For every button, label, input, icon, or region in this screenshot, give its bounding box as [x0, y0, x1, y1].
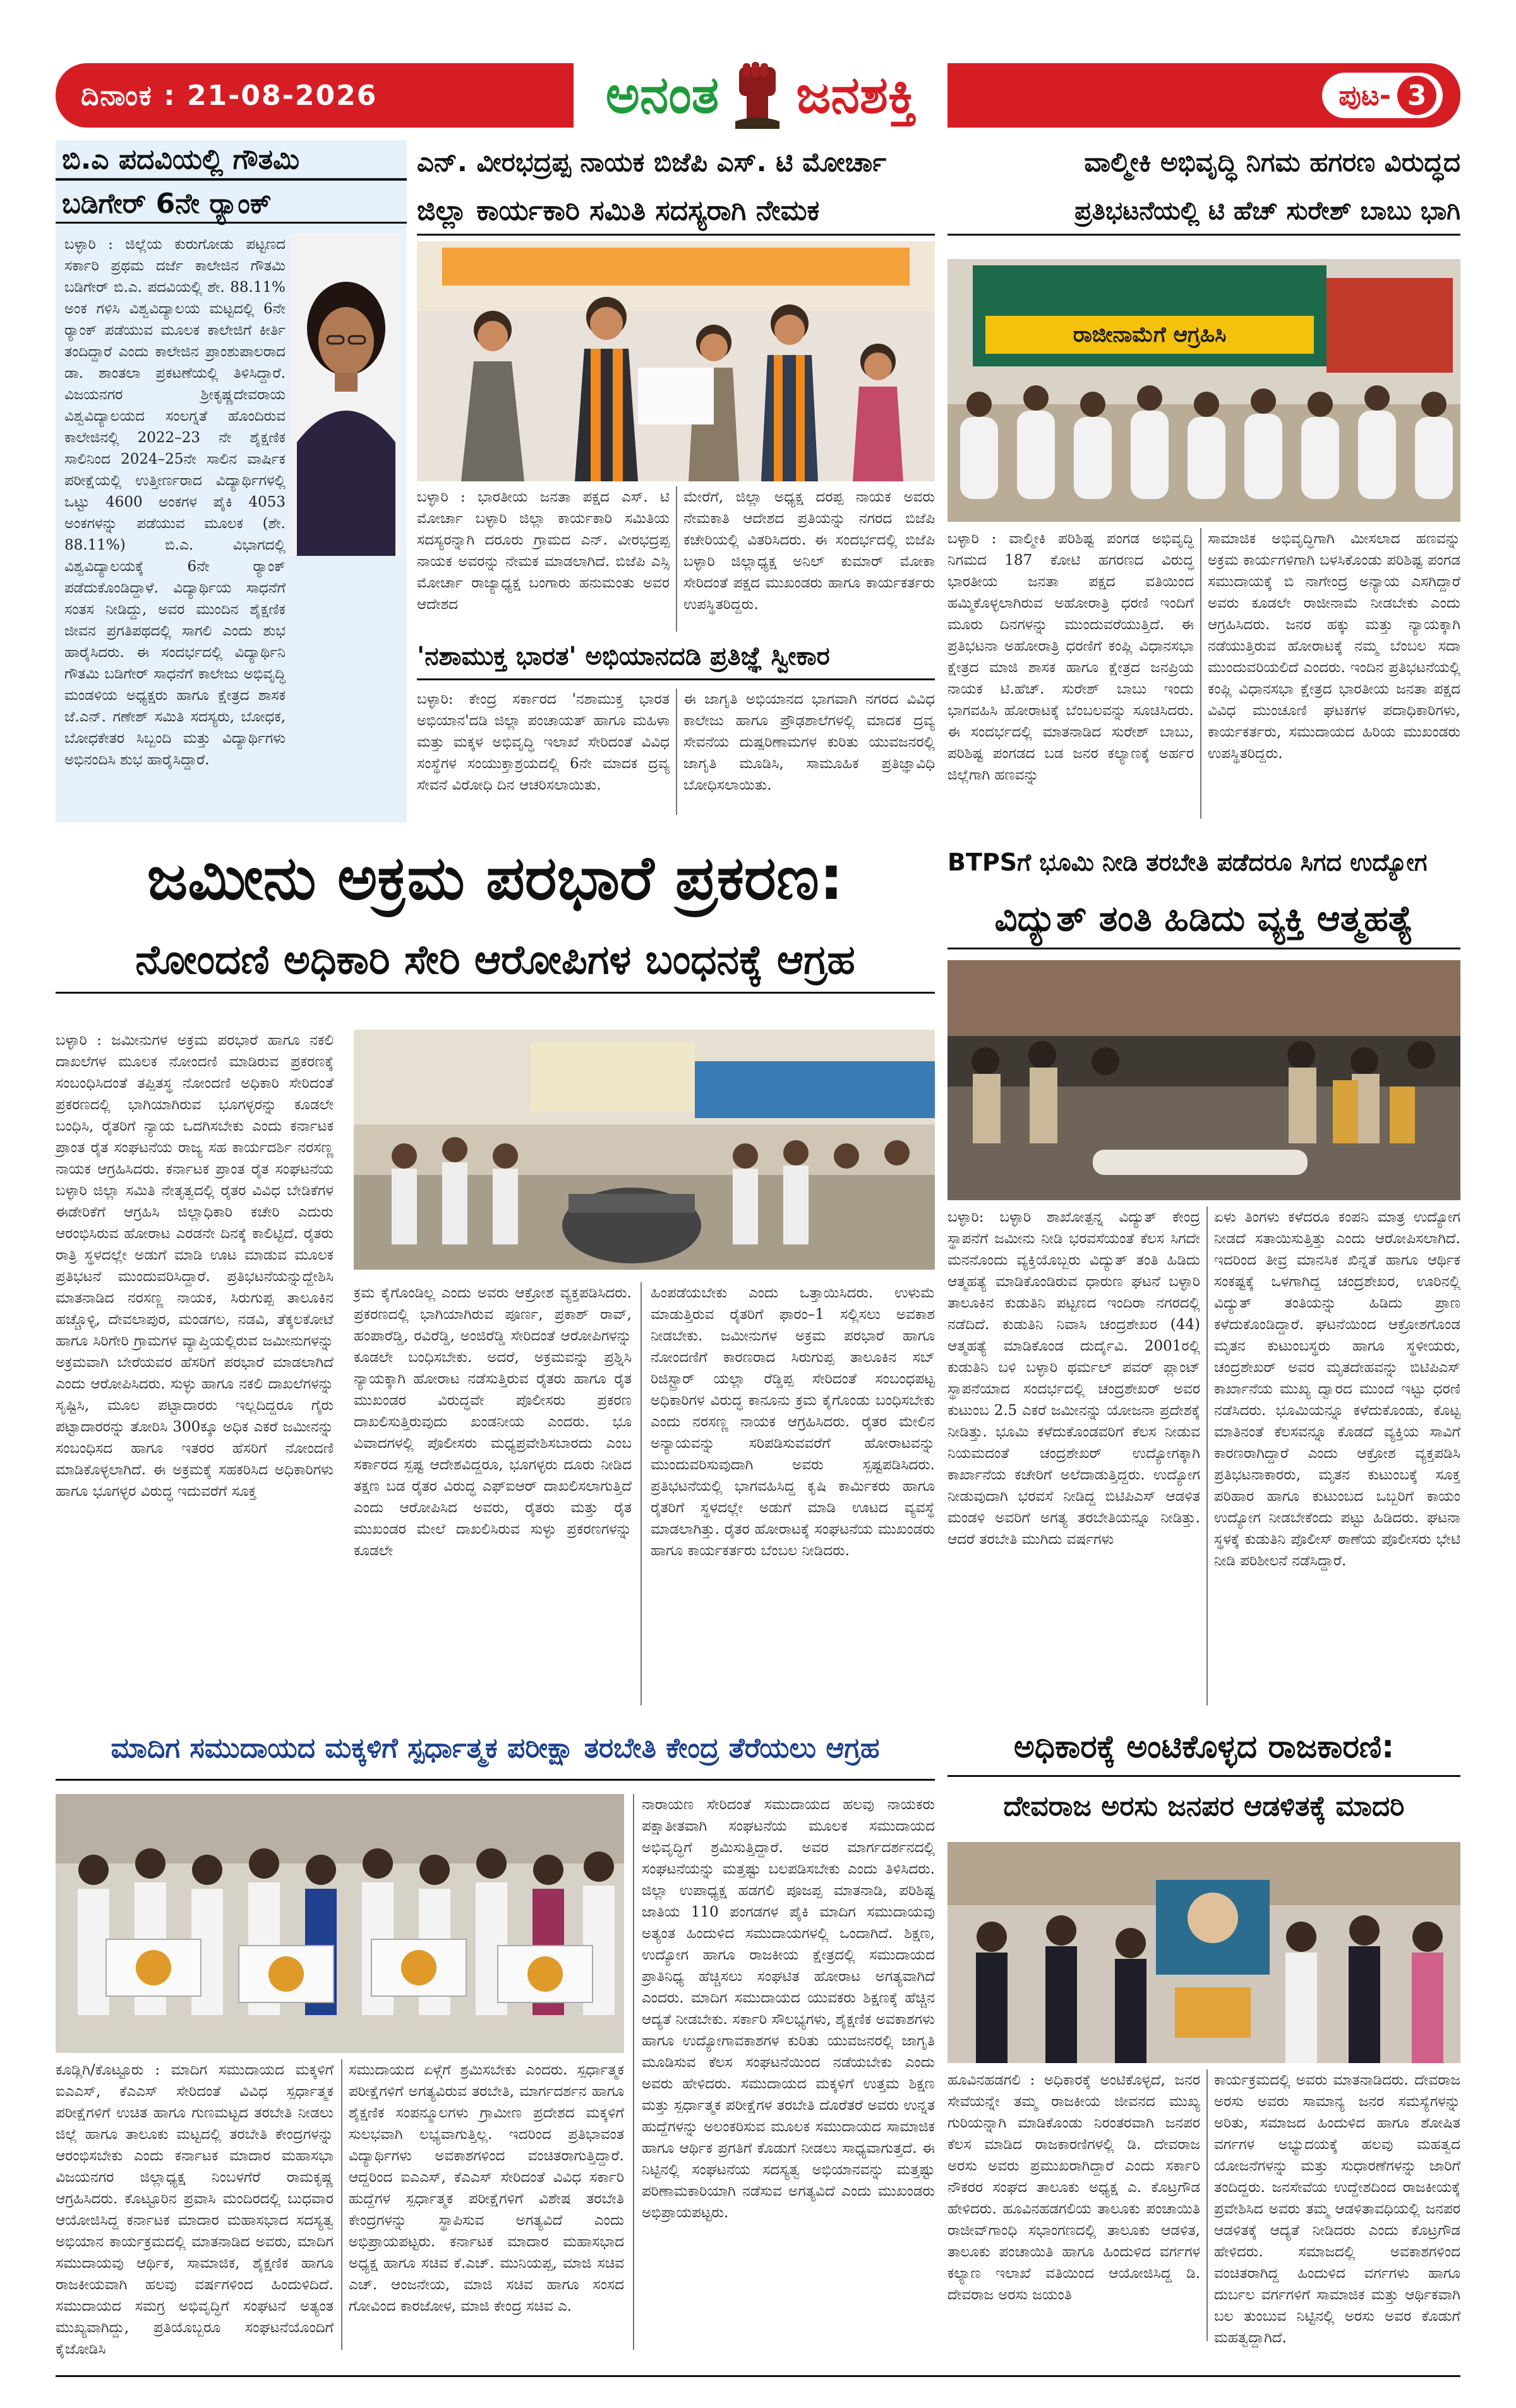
- column-divider: [1206, 1207, 1208, 1706]
- valmiki-headline-line2: ಪ್ರತಿಭಟನೆಯಲ್ಲಿ ಟಿ ಹೆಚ್ ಸುರೇಶ್ ಬಾಬು ಭಾಗಿ: [948, 188, 1460, 236]
- valmiki-headline-line1: ವಾಲ್ಮೀಕಿ ಅಭಿವೃದ್ಧಿ ನಿಗಮ ಹಗರಣ ವಿರುದ್ಧದ: [1084, 147, 1460, 178]
- btps-headline-line2: ವಿದ್ಯುತ್ ತಂತಿ ಹಿಡಿದು ವ್ಯಕ್ತಿ ಆತ್ಮಹತ್ಯೆ: [948, 891, 1460, 949]
- devaraj-headline-line1: ಅಧಿಕಾರಕ್ಕೆ ಅಂಟಿಕೊಳ್ಳದ ರಾಜಕಾರಣಿ:: [948, 1718, 1460, 1777]
- madiga-body-col1: ಕೂಡ್ಲಿಗಿ/ಕೊಟ್ಟೂರು : ಮಾದಿಗ ಸಮುದಾಯದ ಮಕ್ಕಳಿಗೆ ಐಎಎಸ್, ಕೆಎಎಸ್ ಸೇರಿದಂತೆ ವಿವಿಧ ಸ್ಪರ್ಧಾತ್ಮಕ ಪರೀಕ್ಷೆಗಳಿಗೆ ಉಚಿತ ಹಾಗೂ ಗುಣಮಟ್ಟದ ತರಬೇತಿ ನೀಡಲು ಜಿಲ್ಲೆ ಹಾಗೂ ತಾಲೂಕು ಮಟ್ಟದಲ್ಲಿ ತರಬೇತಿ ಕೇಂದ್ರಗಳನ್ನು ಆರಂಭಿಸಬೇಕು ಎಂದು ಕರ್ನಾಟಕ ಮಾದಾರ ಮಹಾಸಭಾ ವಿಜಯನಗರ ಜಿಲ್ಲಾಧ್ಯಕ್ಷ ನಿಂಬಳಗೆರೆ ರಾಮಕೃಷ್ಣ ಆಗ್ರಹಿಸಿದರು. ಕೊಟ್ಟೂರಿನ ಪ್ರವಾಸಿ ಮಂದಿರದಲ್ಲಿ ಬುಧವಾರ ಆಯೋಜಿಸಿದ್ದ ಕರ್ನಾಟಕ ಮಾದಾರ ಮಹಾಸಭಾದ ಸದಸ್ಯತ್ವ ಅಭಿಯಾನ ಕಾರ್ಯಕ್ರಮದಲ್ಲಿ ಮಾತನಾಡಿದ ಅವರು, ಮಾದಿಗ ಸಮುದಾಯವು ಆರ್ಥಿಕ, ಸಾಮಾಜಿಕ, ಶೈಕ್ಷಣಿಕ ಹಾಗೂ ರಾಜಕೀಯವಾಗಿ ಹಲವು ವರ್ಷಗಳಿಂದ ಹಿಂದುಳಿದಿದೆ. ಸಮುದಾಯದ ಸಮಗ್ರ ಅಭಿವೃದ್ಧಿಗೆ ಸಂಘಟನೆ ಅತ್ಯಂತ ಮುಖ್ಯವಾಗಿದ್ದು, ಪ್ರತಿಯೊಬ್ಬರೂ ಸಂಘಟನೆಯೊಂದಿಗೆ ಕೈಜೋಡಿಸಿ: [56, 2062, 334, 2357]
- land-protest-photo: [354, 1030, 935, 1270]
- protest-banner-text: ರಾಜೀನಾಮೆಗೆ ಆಗ್ರಹಿಸಿ: [985, 316, 1314, 354]
- masthead-page-bar: [948, 63, 1460, 128]
- btps-protest-photo: [948, 960, 1460, 1200]
- masthead-date-bar: [56, 63, 574, 128]
- madiga-body-col2: ಸಮುದಾಯದ ಏಳ್ಗೆಗೆ ಶ್ರಮಿಸಬೇಕು ಎಂದರು. ಸ್ಪರ್ಧಾತ್ಮಕ ಪರೀಕ್ಷೆಗಳಿಗೆ ಅಗತ್ಯವಿರುವ ತರಬೇತಿ, ಮಾರ್ಗದರ್ಶನ ಹಾಗೂ ಶೈಕ್ಷಣಿಕ ಸಂಪನ್ಮೂಲಗಳು ಗ್ರಾಮೀಣ ಪ್ರದೇಶದ ಮಕ್ಕಳಿಗೆ ಸುಲಭವಾಗಿ ಲಭ್ಯವಾಗುತ್ತಿಲ್ಲ. ಇದರಿಂದ ಪ್ರತಿಭಾವಂತ ವಿದ್ಯಾರ್ಥಿಗಳು ಅವಕಾಶಗಳಿಂದ ವಂಚಿತರಾಗುತ್ತಿದ್ದಾರೆ. ಆದ್ದರಿಂದ ಐಎಎಸ್, ಕೆಎಎಸ್ ಸೇರಿದಂತೆ ವಿವಿಧ ಸರ್ಕಾರಿ ಹುದ್ದೆಗಳ ಸ್ಪರ್ಧಾತ್ಮಕ ಪರೀಕ್ಷೆಗಳಿಗೆ ವಿಶೇಷ ತರಬೇತಿ ಕೇಂದ್ರಗಳನ್ನು ಸ್ಥಾಪಿಸುವ ಅಗತ್ಯವಿದೆ ಎಂದು ಅಭಿಪ್ರಾಯಪಟ್ಟರು. ಕರ್ನಾಟಕ ಮಾದಾರ ಮಹಾಸಭಾದ ಅಧ್ಯಕ್ಷ ಹಾಗೂ ಸಚಿವ ಕೆ.ಎಚ್. ಮುನಿಯಪ್ಪ, ಮಾಜಿ ಸಚಿವ ಎಚ್. ಆಂಜನೇಯ, ಮಾಜಿ ಸಚಿವ ಹಾಗೂ ಸಂಸದ ಗೋವಿಂದ ಕಾರಜೋಳ, ಮಾಜಿ ಕೇಂದ್ರ ಸಚಿವ ಎ.: [349, 2062, 624, 2315]
- appointment-photo: [417, 241, 935, 481]
- devaraj-headline-line2: ದೇವರಾಜ ಅರಸು ಜನಪರ ಆಡಳಿತಕ್ಕೆ ಮಾದರಿ: [1003, 1790, 1405, 1822]
- btps-body-left: ಬಳ್ಳಾರಿ: ಬಳ್ಳಾರಿ ಶಾಖೋತ್ಪನ್ನ ವಿದ್ಯುತ್ ಕೇಂದ್ರ ಸ್ಥಾಪನೆಗೆ ಜಮೀನು ನೀಡಿ ಭರವಸೆಯಂತೆ ಕೆಲಸ ಸಿಗದೇ ಮನನೊಂದು ವ್ಯಕ್ತಿಯೊಬ್ಬರು ವಿದ್ಯುತ್ ತಂತಿ ಹಿಡಿದು ಆತ್ಮಹತ್ಯೆ ಮಾಡಿಕೊಂಡಿರುವ ಧಾರುಣ ಘಟನೆ ಬಳ್ಳಾರಿ ತಾಲೂಕಿನ ಕುಡುತಿನಿ ಪಟ್ಟಣದ ಇಂದಿರಾ ನಗರದಲ್ಲಿ ನಡೆದಿದೆ. ಕುಡುತಿನಿ ನಿವಾಸಿ ಚಂದ್ರಶೇಖರ (44) ಆತ್ಮಹತ್ಯೆ ಮಾಡಿಕೊಂಡ ದುರ್ದೈವಿ. 2001ರಲ್ಲಿ ಕುಡುತಿನಿ ಬಳಿ ಬಳ್ಳಾರಿ ಥರ್ಮಲ್ ಪವರ್ ಪ್ಲಾಂಟ್ ಸ್ಥಾಪನೆಯಾದ ಸಂದರ್ಭದಲ್ಲಿ ಚಂದ್ರಶೇಖರ್ ಅವರ ಕುಟುಂಬ 2.5 ಎಕರೆ ಜಮೀನನ್ನು ಯೋಜನಾ ಪ್ರದೇಶಕ್ಕೆ ನೀಡಿತ್ತು. ಭೂಮಿ ಕಳೆದುಕೊಂಡವರಿಗೆ ಕೆಲಸ ನೀಡುವ ನಿಯಮದಂತೆ ಚಂದ್ರಶೇಖರ್ ಉದ್ಯೋಗಕ್ಕಾಗಿ ಕಾರ್ಖಾನೆಯ ಕಚೇರಿಗೆ ಅಲೆದಾಡುತ್ತಿದ್ದರು. ಉದ್ಯೋಗ ನೀಡುವುದಾಗಿ ಭರವಸೆ ನೀಡಿದ್ದ ಬಿಟಿಪಿಎಸ್ ಆಡಳಿತ ಮಂಡಳಿ ಅವರಿಗೆ ಅಗತ್ಯ ತರಬೇತಿಯನ್ನೂ ನೀಡಿತ್ತು. ಆದರೆ ತರಬೇತಿ ಮುಗಿದು ವರ್ಷಗಳು: [948, 1209, 1200, 1548]
- rank-body-text: ಬಳ್ಳಾರಿ : ಜಿಲ್ಲೆಯ ಕುರುಗೋಡು ಪಟ್ಟಣದ ಸರ್ಕಾರಿ ಪ್ರಥಮ ದರ್ಜೆ ಕಾಲೇಜಿನ ಗೌತಮಿ ಬಡಿಗೇರ್ ಬಿ.ಎ. ಪದವಿಯಲ್ಲಿ ಶೇ. 88.11% ಅಂಕ ಗಳಿಸಿ ವಿಶ್ವವಿದ್ಯಾಲಯ ಮಟ್ಟದಲ್ಲಿ 6ನೇ ರ‍್ಯಾಂಕ್ ಪಡೆಯುವ ಮೂಲಕ ಕಾಲೇಜಿಗೆ ಕೀರ್ತಿ ತಂದಿದ್ದಾರೆ ಎಂದು ಕಾಲೇಜಿನ ಪ್ರಾಂಶುಪಾಲರಾದ ಡಾ. ಶಾಂತಲಾ ಪ್ರಕಟಣೆಯಲ್ಲಿ ತಿಳಿಸಿದ್ದಾರೆ. ವಿಜಯನಗರ ಶ್ರೀಕೃಷ್ಣದೇವರಾಯ ವಿಶ್ವವಿದ್ಯಾಲಯದ ಸಂಲಗ್ನತೆ ಹೊಂದಿರುವ ಕಾಲೇಜಿನಲ್ಲಿ 2022–23 ನೇ ಶೈಕ್ಷಣಿಕ ಸಾಲಿನಿಂದ 2024–25ನೇ ಸಾಲಿನ ವಾರ್ಷಿಕ ಪರೀಕ್ಷೆಯಲ್ಲಿ ಉತ್ತೀರ್ಣರಾದ ವಿದ್ಯಾರ್ಥಿಗಳಲ್ಲಿ ಒಟ್ಟು 4600 ಅಂಕಗಳ ಪೈಕಿ 4053 ಅಂಕಗಳನ್ನು ಪಡೆಯುವ ಮೂಲಕ (ಶೇ. 88.11%) ಬಿ.ಎ. ವಿಭಾಗದಲ್ಲಿ ವಿಶ್ವವಿದ್ಯಾಲಯಕ್ಕೆ 6ನೇ ರ‍್ಯಾಂಕ್ ಪಡೆದುಕೊಂಡಿದ್ದಾಳೆ. ವಿದ್ಯಾರ್ಥಿಯ ಸಾಧನೆಗೆ ಸಂತಸ ನೀಡಿದ್ದು, ಅವರ ಮುಂದಿನ ಶೈಕ್ಷಣಿಕ ಜೀವನ ಪ್ರಗತಿಪಥದಲ್ಲಿ ಸಾಗಲಿ ಎಂದು ಶುಭ ಹಾರೈಸಿದರು. ಈ ಸಂದರ್ಭದಲ್ಲಿ ವಿದ್ಯಾರ್ಥಿನಿ ಗೌತಮಿ ಬಡಿಗೇರ್ ಸಾಧನೆಗೆ ಕಾಲೇಜು ಅಭಿವೃದ್ಧಿ ಮಂಡಳಿಯ ಅಧ್ಯಕ್ಷರು ಹಾಗೂ ಕ್ಷೇತ್ರದ ಶಾಸಕ ಜೆ.ಎನ್. ಗಣೇಶ್ ಸಮಿತಿ ಸದಸ್ಯರು, ಬೋಧಕ, ಬೋಧಕೇತರ ಸಿಬ್ಬಂದಿ ಮತ್ತು ವಿದ್ಯಾರ್ಥಿಗಳು ಅಭಿನಂದಿಸಿ ಶುಭ ಹಾರೈಸಿದ್ದಾರೆ.: [64, 236, 286, 768]
- devaraj-event-photo: [948, 1842, 1460, 2063]
- student-portrait-photo: [291, 234, 402, 556]
- rank-headline-line2: ಬಡಿಗೇರ್ 6ನೇ ರ‍್ಯಾಂಕ್: [56, 184, 407, 224]
- column-divider: [1206, 2069, 1208, 2341]
- valmiki-body-left: ಬಳ್ಳಾರಿ : ವಾಲ್ಮೀಕಿ ಪರಿಶಿಷ್ಟ ಪಂಗಡ ಅಭಿವೃದ್ಧಿ ನಿಗಮದ 187 ಕೋಟಿ ಹಗರಣದ ವಿರುದ್ಧ ಭಾರತೀಯ ಜನತಾ ಪಕ್ಷದ ವತಿಯಿಂದ ಹಮ್ಮಿಕೊಳ್ಳಲಾಗಿರುವ ಅಹೋರಾತ್ರಿ ಧರಣಿ ಇಂದಿಗೆ ಮೂರು ದಿನಗಳನ್ನು ಮುಂದುವರೆಯುತ್ತಿದೆ. ಈ ಪ್ರತಿಭಟನಾ ಅಹೋರಾತ್ರಿ ಧರಣಿಗೆ ಕಂಪ್ಲಿ ವಿಧಾನಸಭಾ ಕ್ಷೇತ್ರದ ಮಾಜಿ ಶಾಸಕ ಹಾಗೂ ಕ್ಷೇತ್ರದ ಜನಪ್ರಿಯ ನಾಯಕ ಟಿ.ಹೆಚ್. ಸುರೇಶ್ ಬಾಬು ಇಂದು ಭಾಗವಹಿಸಿ ಹೋರಾಟಕ್ಕೆ ಬೆಂಬಲವನ್ನು ಸೂಚಿಸಿದರು. ಈ ಸಂದರ್ಭದಲ್ಲಿ ಮಾತನಾಡಿದ ಸುರೇಶ್ ಬಾಬು, ಪರಿಶಿಷ್ಟ ಪಂಗಡದ ಬಡ ಜನರ ಕಲ್ಯಾಣಕ್ಕೆ ಅರ್ಹರ ಜಿಲ್ಲೆಗಾಗಿ ಹಣವನ್ನು: [948, 531, 1194, 783]
- land-headline-main: ಜಮೀನು ಅಕ್ರಮ ಪರಭಾರೆ ಪ್ರಕರಣ:: [147, 843, 844, 913]
- column-divider: [676, 486, 677, 632]
- column-divider: [341, 2059, 342, 2350]
- rank-article: [56, 140, 407, 822]
- newspaper-logo: [575, 56, 948, 135]
- logo-right-word: ಜನಶಕ್ತಿ: [796, 65, 917, 125]
- valmiki-protest-photo: [948, 259, 1460, 522]
- madiga-group-photo: [56, 1794, 624, 2053]
- land-headline-sub: ನೋಂದಣಿ ಅಧಿಕಾರಿ ಸೇರಿ ಆರೋಪಿಗಳ ಬಂಧನಕ್ಕೆ ಆಗ್ರಹ: [56, 929, 935, 994]
- page-bottom-rule: [56, 2375, 1460, 2377]
- rank-headline-line1: ಬಿ.ಎ ಪದವಿಯಲ್ಲಿ ಗೌತಮಿ: [56, 140, 407, 181]
- devaraj-body-right: ಕಾರ್ಯಕ್ರಮದಲ್ಲಿ ಅವರು ಮಾತನಾಡಿದರು. ದೇವರಾಜ ಅರಸು ಅವರು ಸಾಮಾನ್ಯ ಜನರ ಸಮಸ್ಯೆಗಳನ್ನು ಅರಿತು, ಸಮಾಜದ ಹಿಂದುಳಿದ ಹಾಗೂ ಶೋಷಿತ ವರ್ಗಗಳ ಅಭ್ಯುದಯಕ್ಕೆ ಹಲವು ಮಹತ್ವದ ಯೋಜನೆಗಳನ್ನು ಮತ್ತು ಸುಧಾರಣೆಗಳನ್ನು ಜಾರಿಗೆ ತಂದಿದ್ದರು. ಜನಸೇವೆಯ ಉದ್ದೇಶದಿಂದ ರಾಜಕೀಯಕ್ಕೆ ಪ್ರವೇಶಿಸಿದ ಅವರು ತಮ್ಮ ಆಡಳಿತಾವಧಿಯಲ್ಲಿ ಜನಪರ ಆಡಳಿತಕ್ಕೆ ಆದ್ಯತೆ ನೀಡಿದರು ಎಂದು ಕೊಟ್ರಗೌಡ ಹೇಳಿದರು. ಸಮಾಜದಲ್ಲಿ ಅವಕಾಶಗಳಿಂದ ವಂಚಿತರಾಗಿದ್ದ ಹಿಂದುಳಿದ ವರ್ಗಗಳು ಹಾಗೂ ದುರ್ಬಲ ವರ್ಗಗಳಿಗೆ ಸಾಮಾಜಿಕ ಮತ್ತು ಆರ್ಥಿಕವಾಗಿ ಬಲ ತುಂಬುವ ನಿಟ್ಟಿನಲ್ಲಿ ಅರಸು ಅವರ ಕೊಡುಗೆ ಮಹತ್ವದ್ದಾಗಿದೆ.: [1214, 2072, 1460, 2346]
- logo-left-word: ಅನಂತ: [605, 65, 719, 125]
- appointment-headline-line1: ಎನ್. ವೀರಭದ್ರಪ್ಪ ನಾಯಕ ಬಿಜೆಪಿ ಎಸ್. ಟಿ ಮೋರ್ಚಾ: [417, 147, 887, 178]
- drugfree-body-left: ಬಳ್ಳಾರಿ: ಕೇಂದ್ರ ಸರ್ಕಾರದ 'ನಶಾಮುಕ್ತ ಭಾರತ ಅಭಿಯಾನ'ದಡಿ ಜಿಲ್ಲಾ ಪಂಚಾಯತ್ ಹಾಗೂ ಮಹಿಳಾ ಮತ್ತು ಮಕ್ಕಳ ಅಭಿವೃದ್ಧಿ ಇಲಾಖೆ ಸೇರಿದಂತೆ ವಿವಿಧ ಸಂಸ್ಥೆಗಳ ಸಂಯುಕ್ತಾಶ್ರಯದಲ್ಲಿ 6ನೇ ಮಾದಕ ದ್ರವ್ಯ ಸೇವನೆ ವಿರೋಧಿ ದಿನ ಆಚರಿಸಲಾಯಿತು.: [417, 691, 670, 793]
- column-divider: [1200, 528, 1201, 819]
- raised-fist-icon: [730, 61, 785, 130]
- appointment-headline-line2: ಜಿಲ್ಲಾ ಕಾರ್ಯಕಾರಿ ಸಮಿತಿ ಸದಸ್ಯರಾಗಿ ನೇಮಕ: [417, 188, 935, 236]
- appointment-body-left: ಬಳ್ಳಾರಿ : ಭಾರತೀಯ ಜನತಾ ಪಕ್ಷದ ಎಸ್. ಟಿ ಮೋರ್ಚಾ ಬಳ್ಳಾರಿ ಜಿಲ್ಲಾ ಕಾರ್ಯಕಾರಿ ಸಮಿತಿಯ ಸದಸ್ಯರನ್ನಾಗಿ ದರೂರು ಗ್ರಾಮದ ಎನ್. ವೀರಭದ್ರಪ್ಪ ನಾಯಕ ಅವರನ್ನು ನೇಮಕ ಮಾಡಲಾಗಿದೆ. ಬಿಜೆಪಿ ಎಸ್ಸಿ ಮೋರ್ಚಾ ರಾಜ್ಯಾಧ್ಯಕ್ಷ ಬಂಗಾರು ಹನುಮಂತು ಅವರ ಆದೇಶದ: [417, 489, 670, 613]
- land-body-col1: ಬಳ್ಳಾರಿ : ಜಮೀನುಗಳ ಅಕ್ರಮ ಪರಭಾರೆ ಹಾಗೂ ನಕಲಿ ದಾಖಲೆಗಳ ಮೂಲಕ ನೋಂದಣಿ ಮಾಡಿರುವ ಪ್ರಕರಣಕ್ಕೆ ಸಂಬಂಧಿಸಿದಂತೆ ತಪ್ಪಿತಸ್ಥ ನೋಂದಣಿ ಅಧಿಕಾರಿ ಸೇರಿದಂತೆ ಪ್ರಕರಣದಲ್ಲಿ ಭಾಗಿಯಾಗಿರುವ ಭೂಗಳ್ಳರನ್ನು ಕೂಡಲೇ ಬಂಧಿಸಿ, ರೈತರಿಗೆ ನ್ಯಾಯ ಒದಗಿಸಬೇಕು ಎಂದು ಕರ್ನಾಟಕ ಪ್ರಾಂತ ರೈತ ಸಂಘಟನೆಯ ರಾಜ್ಯ ಸಹ ಕಾರ್ಯದರ್ಶಿ ನರಸಣ್ಣ ನಾಯಕ ಆಗ್ರಹಿಸಿದರು. ಕರ್ನಾಟಕ ಪ್ರಾಂತ ರೈತ ಸಂಘಟನೆಯ ಬಳ್ಳಾರಿ ಜಿಲ್ಲಾ ಸಮಿತಿ ನೇತೃತ್ವದಲ್ಲಿ ರೈತರ ವಿವಿಧ ಬೇಡಿಕೆಗಳ ಈಡೇರಿಕೆಗೆ ಆಗ್ರಹಿಸಿ ಜಿಲ್ಲಾಧಿಕಾರಿ ಕಚೇರಿ ಎದುರು ಆರಂಭಿಸಿರುವ ಹೋರಾಟ ಎರಡನೇ ದಿನಕ್ಕೆ ಕಾಲಿಟ್ಟಿದೆ. ರೈತರು ರಾತ್ರಿ ಸ್ಥಳದಲ್ಲೇ ಅಡುಗೆ ಮಾಡಿ ಊಟ ಮಾಡುವ ಮೂಲಕ ಪ್ರತಿಭಟನೆ ಮುಂದುವರಿಸಿದ್ದಾರೆ. ಪ್ರತಿಭಟನೆಯನ್ನುದ್ದೇಶಿಸಿ ಮಾತನಾಡಿದ ನರಸಣ್ಣ ನಾಯಕ, ಸಿರುಗುಪ್ಪ ತಾಲೂಕಿನ ಹಚ್ಚೊಳ್ಳಿ, ದೇವಲಾಪುರ, ಮಂಡಗಲ, ನಡವಿ, ತೆಕ್ಕಲಕೋಟೆ ಹಾಗೂ ಸಿರಿಗೇರಿ ಗ್ರಾಮಗಳ ವ್ಯಾಪ್ತಿಯಲ್ಲಿರುವ ಜಮೀನುಗಳನ್ನು ಅಕ್ರಮವಾಗಿ ಬೇರೆಯವರ ಹೆಸರಿಗೆ ಪರಭಾರೆ ಮಾಡಲಾಗಿದೆ ಎಂದು ಆರೋಪಿಸಿದರು. ಸುಳ್ಳು ಹಾಗೂ ನಕಲಿ ದಾಖಲೆಗಳನ್ನು ಸೃಷ್ಟಿಸಿ, ಮೂಲ ಪಟ್ಟಾದಾರರು ಇಲ್ಲದಿದ್ದರೂ ಗೈರು ಪಟ್ಟಾದಾರರನ್ನು ತೋರಿಸಿ 300ಕ್ಕೂ ಅಧಿಕ ಎಕರೆ ಜಮೀನನ್ನು ಸಂಬಂಧಿಸದ ಹಾಗೂ ಇತರರ ಹೆಸರಿಗೆ ನೋಂದಣಿ ಮಾಡಿಕೊಳ್ಳಲಾಗಿದೆ. ಈ ಅಕ್ರಮಕ್ಕೆ ಸಹಕರಿಸಿದ ಅಧಿಕಾರಿಗಳು ಹಾಗೂ ಭೂಗಳ್ಳರ ವಿರುದ್ಧ ಇದುವರೆಗೆ ಸೂಕ್ತ: [56, 1032, 334, 1500]
- page-badge: [1322, 73, 1443, 118]
- column-divider: [641, 1282, 642, 1706]
- devaraj-body-left: ಹೂವಿನಹಡಗಲಿ : ಅಧಿಕಾರಕ್ಕೆ ಅಂಟಿಕೊಳ್ಳದೆ, ಜನರ ಸೇವೆಯನ್ನೇ ತಮ್ಮ ರಾಜಕೀಯ ಜೀವನದ ಮುಖ್ಯ ಗುರಿಯನ್ನಾಗಿ ಮಾಡಿಕೊಂಡು ನಿರಂತರವಾಗಿ ಜನಪರ ಕೆಲಸ ಮಾಡಿದ ರಾಜಕಾರಣಿಗಳಲ್ಲಿ ಡಿ. ದೇವರಾಜ ಅರಸು ಅವರು ಪ್ರಮುಖರಾಗಿದ್ದಾರೆ ಎಂದು ಸರ್ಕಾರಿ ನೌಕರರ ಸಂಘದ ತಾಲೂಕು ಅಧ್ಯಕ್ಷ ಎ. ಕೊಟ್ರಗೌಡ ಹೇಳಿದರು. ಹೂವಿನಹಡಗಲಿಯ ತಾಲೂಕು ಪಂಚಾಯಿತಿ ರಾಜೀವ್‌ಗಾಂಧಿ ಸಭಾಂಗಣದಲ್ಲಿ ತಾಲೂಕು ಆಡಳಿತ, ತಾಲೂಕು ಪಂಚಾಯಿತಿ ಹಾಗೂ ಹಿಂದುಳಿದ ವರ್ಗಗಳ ಕಲ್ಯಾಣ ಇಲಾಖೆ ವತಿಯಿಂದ ಆಯೋಜಿಸಿದ್ದ ಡಿ. ದೇವರಾಜ ಅರಸು ಜಯಂತಿ: [948, 2072, 1200, 2303]
- page-label: ಪುಟ-: [1339, 79, 1391, 112]
- date-label: ದಿನಾಂಕ : 21-08-2026: [81, 79, 378, 112]
- madiga-body-col3: ನಾರಾಯಣ ಸೇರಿದಂತೆ ಸಮುದಾಯದ ಹಲವು ನಾಯಕರು ಪಕ್ಷಾತೀತವಾಗಿ ಸಂಘಟನೆಯ ಮೂಲಕ ಸಮುದಾಯದ ಅಭಿವೃದ್ಧಿಗೆ ಶ್ರಮಿಸುತ್ತಿದ್ದಾರೆ. ಅವರ ಮಾರ್ಗದರ್ಶನದಲ್ಲಿ ಸಂಘಟನೆಯನ್ನು ಮತ್ತಷ್ಟು ಬಲಪಡಿಸಬೇಕು ಎಂದು ತಿಳಿಸಿದರು. ಜಿಲ್ಲಾ ಉಪಾಧ್ಯಕ್ಷ ಹಡಗಲಿ ಪೂಜಪ್ಪ ಮಾತನಾಡಿ, ಪರಿಶಿಷ್ಟ ಜಾತಿಯ 110 ಪಂಗಡಗಳ ಪೈಕಿ ಮಾದಿಗ ಸಮುದಾಯವು ಅತ್ಯಂತ ಹಿಂದುಳಿದ ಸಮುದಾಯಗಳಲ್ಲಿ ಒಂದಾಗಿದೆ. ಶಿಕ್ಷಣ, ಉದ್ಯೋಗ ಹಾಗೂ ರಾಜಕೀಯ ಕ್ಷೇತ್ರದಲ್ಲಿ ಸಮುದಾಯದ ಪ್ರಾತಿನಿಧ್ಯ ಹೆಚ್ಚಿಸಲು ಸಂಘಟಿತ ಹೋರಾಟ ಅಗತ್ಯವಾಗಿದೆ ಎಂದರು. ಮಾದಿಗ ಸಮುದಾಯದ ಯುವಕರು ಶಿಕ್ಷಣಕ್ಕೆ ಹೆಚ್ಚಿನ ಆದ್ಯತೆ ನೀಡಬೇಕು. ಸರ್ಕಾರಿ ಸೌಲಭ್ಯಗಳು, ಶೈಕ್ಷಣಿಕ ಅವಕಾಶಗಳು ಹಾಗೂ ಉದ್ಯೋಗಾವಕಾಶಗಳ ಕುರಿತು ಯುವಜನರಲ್ಲಿ ಜಾಗೃತಿ ಮೂಡಿಸುವ ಕೆಲಸ ಸಂಘಟನೆಯಿಂದ ನಡೆಯಬೇಕು ಎಂದು ಅವರು ಹೇಳಿದರು. ಸಮುದಾಯದ ಮಕ್ಕಳಿಗೆ ಉತ್ತಮ ಶಿಕ್ಷಣ ಮತ್ತು ಸ್ಪರ್ಧಾತ್ಮಕ ಪರೀಕ್ಷೆಗಳ ತರಬೇತಿ ದೊರೆತರೆ ಅವರು ಉನ್ನತ ಹುದ್ದೆಗಳನ್ನು ಅಲಂಕರಿಸುವ ಮೂಲಕ ಸಮುದಾಯದ ಸಾಮಾಜಿಕ ಹಾಗೂ ಆರ್ಥಿಕ ಪ್ರಗತಿಗೆ ಕೊಡುಗೆ ನೀಡಲು ಸಾಧ್ಯವಾಗುತ್ತದೆ. ಈ ನಿಟ್ಟಿನಲ್ಲಿ ಸಂಘಟನೆಯ ಸದಸ್ಯತ್ವ ಅಭಿಯಾನವನ್ನು ಮತ್ತಷ್ಟು ಪರಿಣಾಮಕಾರಿಯಾಗಿ ನಡೆಸುವ ಅಗತ್ಯವಿದೆ ಎಂದು ಮುಖಂಡರು ಅಭಿಪ್ರಾಯಪಟ್ಟರು.: [642, 1797, 935, 2221]
- drugfree-headline: 'ನಶಾಮುಕ್ತ ಭಾರತ' ಅಭಿಯಾನದಡಿ ಪ್ರತಿಜ್ಞೆ ಸ್ವೀಕಾರ: [417, 634, 935, 680]
- valmiki-headline: [948, 140, 1460, 241]
- column-divider: [633, 1794, 634, 2350]
- btps-body-right: ಏಳು ತಿಂಗಳು ಕಳೆದರೂ ಕಂಪನಿ ಮಾತ್ರ ಉದ್ಯೋಗ ನೀಡದೆ ಸತಾಯಿಸುತ್ತಿತ್ತು ಎಂದು ಆರೋಪಿಸಲಾಗಿದೆ. ಇದರಿಂದ ತೀವ್ರ ಮಾನಸಿಕ ಖಿನ್ನತೆ ಹಾಗೂ ಆರ್ಥಿಕ ಸಂಕಷ್ಟಕ್ಕೆ ಒಳಗಾಗಿದ್ದ ಚಂದ್ರಶೇಖರ, ಊರಿನಲ್ಲಿ ವಿದ್ಯುತ್ ತಂತಿಯನ್ನು ಹಿಡಿದು ಪ್ರಾಣ ಕಳೆದುಕೊಂಡಿದ್ದಾರೆ. ಘಟನೆಯಿಂದ ಆಕ್ರೋಶಗೊಂಡ ಮೃತನ ಕುಟುಂಬಸ್ಥರು ಹಾಗೂ ಸ್ಥಳೀಯರು, ಚಂದ್ರಶೇಖರ್ ಅವರ ಮೃತದೇಹವನ್ನು ಬಿಟಿಪಿಎಸ್ ಕಾರ್ಖಾನೆಯ ಮುಖ್ಯ ದ್ವಾರದ ಮುಂದೆ ಇಟ್ಟು ಧರಣಿ ನಡೆಸಿದರು. ಭೂಮಿಯನ್ನೂ ಕಳೆದುಕೊಂಡು, ಕೊಟ್ಟ ಮಾತಿನಂತೆ ಕೆಲಸವನ್ನೂ ಕೊಡದೆ ವ್ಯಕ್ತಿಯ ಸಾವಿಗೆ ಕಾರಣರಾಗಿದ್ದಾರೆ ಎಂದು ಆಕ್ರೋಶ ವ್ಯಕ್ತಪಡಿಸಿ ಪ್ರತಿಭಟನಾಕಾರರು, ಮೃತನ ಕುಟುಂಬಕ್ಕೆ ಸೂಕ್ತ ಪರಿಹಾರ ಹಾಗೂ ಕುಟುಂಬದ ಒಬ್ಬರಿಗೆ ಕಾಯಂ ಉದ್ಯೋಗ ನೀಡಬೇಕೆಂದು ಪಟ್ಟು ಹಿಡಿದರು. ಘಟನಾ ಸ್ಥಳಕ್ಕೆ ಕುಡುತಿನಿ ಪೊಲೀಸ್ ಠಾಣೆಯ ಪೊಲೀಸರು ಭೇಟಿ ನೀಡಿ ಪರಿಶೀಲನೆ ನಡೆಸಿದ್ದಾರೆ.: [1214, 1209, 1460, 1569]
- column-divider: [676, 689, 677, 815]
- page-number: 3: [1397, 76, 1436, 115]
- appointment-headline: [417, 140, 935, 241]
- madiga-headline: ಮಾದಿಗ ಸಮುದಾಯದ ಮಕ್ಕಳಿಗೆ ಸ್ಪರ್ಧಾತ್ಮಕ ಪರೀಕ್ಷಾ ತರಬೇತಿ ಕೇಂದ್ರ ತೆರೆಯಲು ಆಗ್ರಹ: [56, 1718, 935, 1781]
- btps-headline-line1: BTPSಗೆ ಭೂಮಿ ನೀಡಿ ತರಬೇತಿ ಪಡೆದರೂ ಸಿಗದ ಉದ್ಯೋಗ: [948, 848, 1428, 876]
- land-body-col2: ಕ್ರಮ ಕೈಗೊಂಡಿಲ್ಲ ಎಂದು ಅವರು ಆಕ್ರೋಶ ವ್ಯಕ್ತಪಡಿಸಿದರು. ಪ್ರಕರಣದಲ್ಲಿ ಭಾಗಿಯಾಗಿರುವ ಪೂರ್ಣ, ಪ್ರಕಾಶ್ ರಾವ್, ಹಂಪಾರೆಡ್ಡಿ, ರವಿರೆಡ್ಡಿ, ಅಂಜಿರೆಡ್ಡಿ ಸೇರಿದಂತೆ ಆರೋಪಿಗಳನ್ನು ಕೂಡಲೇ ಬಂಧಿಸಬೇಕು. ಅದರೆ, ಅಕ್ರಮವನ್ನು ಪ್ರಶ್ನಿಸಿ ನ್ಯಾಯಕ್ಕಾಗಿ ಹೋರಾಟ ನಡೆಸುತ್ತಿರುವ ರೈತರು ಹಾಗೂ ರೈತ ಮುಖಂಡರ ವಿರುದ್ಧವೇ ಪೊಲೀಸರು ಪ್ರಕರಣ ದಾಖಲಿಸುತ್ತಿರುವುದು ಖಂಡನೀಯ ಎಂದರು. ಭೂ ವಿವಾದಗಳಲ್ಲಿ ಪೊಲೀಸರು ಮಧ್ಯಪ್ರವೇಶಿಸಬಾರದು ಎಂಬ ಸರ್ಕಾರದ ಸ್ಪಷ್ಟ ಆದೇಶವಿದ್ದರೂ, ಭೂಗಳ್ಳರು ದೂರು ನೀಡಿದ ತಕ್ಷಣ ಬಡ ರೈತರ ವಿರುದ್ಧ ಎಫ್‌ಐಆರ್ ದಾಖಲಿಸಲಾಗುತ್ತಿದೆ ಎಂದು ಆರೋಪಿಸಿದ ಅವರು, ರೈತರು ಮತ್ತು ರೈತ ಮುಖಂಡರ ಮೇಲೆ ದಾಖಲಿಸಿರುವ ಸುಳ್ಳು ಪ್ರಕರಣಗಳನ್ನು ಕೂಡಲೇ: [354, 1285, 632, 1559]
- land-body-col3: ಹಿಂಪಡೆಯಬೇಕು ಎಂದು ಒತ್ತಾಯಿಸಿದರು. ಉಳುಮೆ ಮಾಡುತ್ತಿರುವ ರೈತರಿಗೆ ಫಾರಂ–1 ಸಲ್ಲಿಸಲು ಅವಕಾಶ ನೀಡಬೇಕು. ಜಮೀನುಗಳ ಅಕ್ರಮ ಪರಭಾರೆ ಹಾಗೂ ನೋಂದಣಿಗೆ ಕಾರಣರಾದ ಸಿರುಗುಪ್ಪ ತಾಲೂಕಿನ ಸಬ್ ರಿಜಿಸ್ಟ್ರಾರ್ ಯಲ್ಲಾ ರೆಡ್ಡಿಪ್ಪ ಸೇರಿದಂತೆ ಸಂಬಂಧಪಟ್ಟ ಅಧಿಕಾರಿಗಳ ವಿರುದ್ಧ ಕಾನೂನು ಕ್ರಮ ಕೈಗೊಂಡು ಬಂಧಿಸಬೇಕು ಎಂದು ನರಸಣ್ಣ ನಾಯಕ ಆಗ್ರಹಿಸಿದರು. ರೈತರ ಮೇಲಿನ ಅನ್ಯಾಯವನ್ನು ಸರಿಪಡಿಸುವವರೆಗೆ ಹೋರಾಟವನ್ನು ಮುಂದುವರಿಸುವುದಾಗಿ ಅವರು ಸ್ಪಷ್ಟಪಡಿಸಿದರು. ಪ್ರತಿಭಟನೆಯಲ್ಲಿ ಭಾಗವಹಿಸಿದ್ದ ಕೃಷಿ ಕಾರ್ಮಿಕರು ಹಾಗೂ ರೈತರಿಗೆ ಸ್ಥಳದಲ್ಲೇ ಅಡುಗೆ ಮಾಡಿ ಊಟದ ವ್ಯವಸ್ಥೆ ಮಾಡಲಾಗಿತ್ತು. ರೈತರ ಹೋರಾಟಕ್ಕೆ ಸಂಘಟನೆಯ ಮುಖಂಡರು ಹಾಗೂ ಕಾರ್ಯಕರ್ತರು ಬೆಂಬಲ ನೀಡಿದರು.: [651, 1285, 935, 1559]
- appointment-body-right: ಮೇರೆಗೆ, ಜಿಲ್ಲಾ ಅಧ್ಯಕ್ಷ ದರಪ್ಪ ನಾಯಕ ಅವರು ನೇಮಕಾತಿ ಆದೇಶದ ಪ್ರತಿಯನ್ನು ನಗರದ ಬಿಜೆಪಿ ಕಚೇರಿಯಲ್ಲಿ ವಿತರಿಸಿದರು. ಈ ಸಂದರ್ಭದಲ್ಲಿ ಬಿಜೆಪಿ ಬಳ್ಳಾರಿ ಜಿಲ್ಲಾಧ್ಯಕ್ಷ ಅನಿಲ್ ಕುಮಾರ್ ಮೋಕಾ ಸೇರಿದಂತೆ ಪಕ್ಷದ ಮುಖಂಡರು ಹಾಗೂ ಕಾರ್ಯಕರ್ತರು ಉಪಸ್ಥಿತರಿದ್ದರು.: [683, 489, 935, 613]
- drugfree-body-right: ಈ ಜಾಗೃತಿ ಅಭಿಯಾನದ ಭಾಗವಾಗಿ ನಗರದ ವಿವಿಧ ಕಾಲೇಜು ಹಾಗೂ ಪ್ರೌಢಶಾಲೆಗಳಲ್ಲಿ ಮಾದಕ ದ್ರವ್ಯ ಸೇವನೆಯ ದುಷ್ಪರಿಣಾಮಗಳ ಕುರಿತು ಯುವಜನರಲ್ಲಿ ಜಾಗೃತಿ ಮೂಡಿಸಿ, ಸಾಮೂಹಿಕ ಪ್ರತಿಜ್ಞಾವಿಧಿ ಬೋಧಿಸಲಾಯಿತು.: [683, 691, 935, 793]
- valmiki-body-right: ಸಾಮಾಜಿಕ ಅಭಿವೃದ್ಧಿಗಾಗಿ ಮೀಸಲಾದ ಹಣವನ್ನು ಅಕ್ರಮ ಕಾರ್ಯಗಳಿಗಾಗಿ ಬಳಸಿಕೊಂಡು ಪರಿಶಿಷ್ಟ ಪಂಗಡ ಸಮುದಾಯಕ್ಕೆ ಬಿ ನಾಗೇಂದ್ರ ಅನ್ಯಾಯ ಎಸಗಿದ್ದಾರೆ ಅವರು ಕೂಡಲೇ ರಾಜೀನಾಮೆ ನೀಡಬೇಕು ಎಂದು ಆಗ್ರಹಿಸಿದರು. ಜನರ ಹಕ್ಕು ಮತ್ತು ನ್ಯಾಯಕ್ಕಾಗಿ ನಡೆಯುತ್ತಿರುವ ಹೋರಾಟಕ್ಕೆ ನಮ್ಮ ಬೆಂಬಲ ಸದಾ ಮುಂದುವರಿಯಲಿದೆ ಎಂದರು. ಇಂದಿನ ಪ್ರತಿಭಟನೆಯಲ್ಲಿ ಕಂಪ್ಲಿ ವಿಧಾನಸಭಾ ಕ್ಷೇತ್ರದ ಭಾರತೀಯ ಜನತಾ ಪಕ್ಷದ ವಿವಿಧ ಮುಂಚೂಣಿ ಘಟಕಗಳ ಪದಾಧಿಕಾರಿಗಳು, ಕಾರ್ಯಕರ್ತರು, ಸಮುದಾಯದ ಹಿರಿಯ ಮುಖಂಡರು ಉಪಸ್ಥಿತರಿದ್ದರು.: [1208, 531, 1460, 762]
